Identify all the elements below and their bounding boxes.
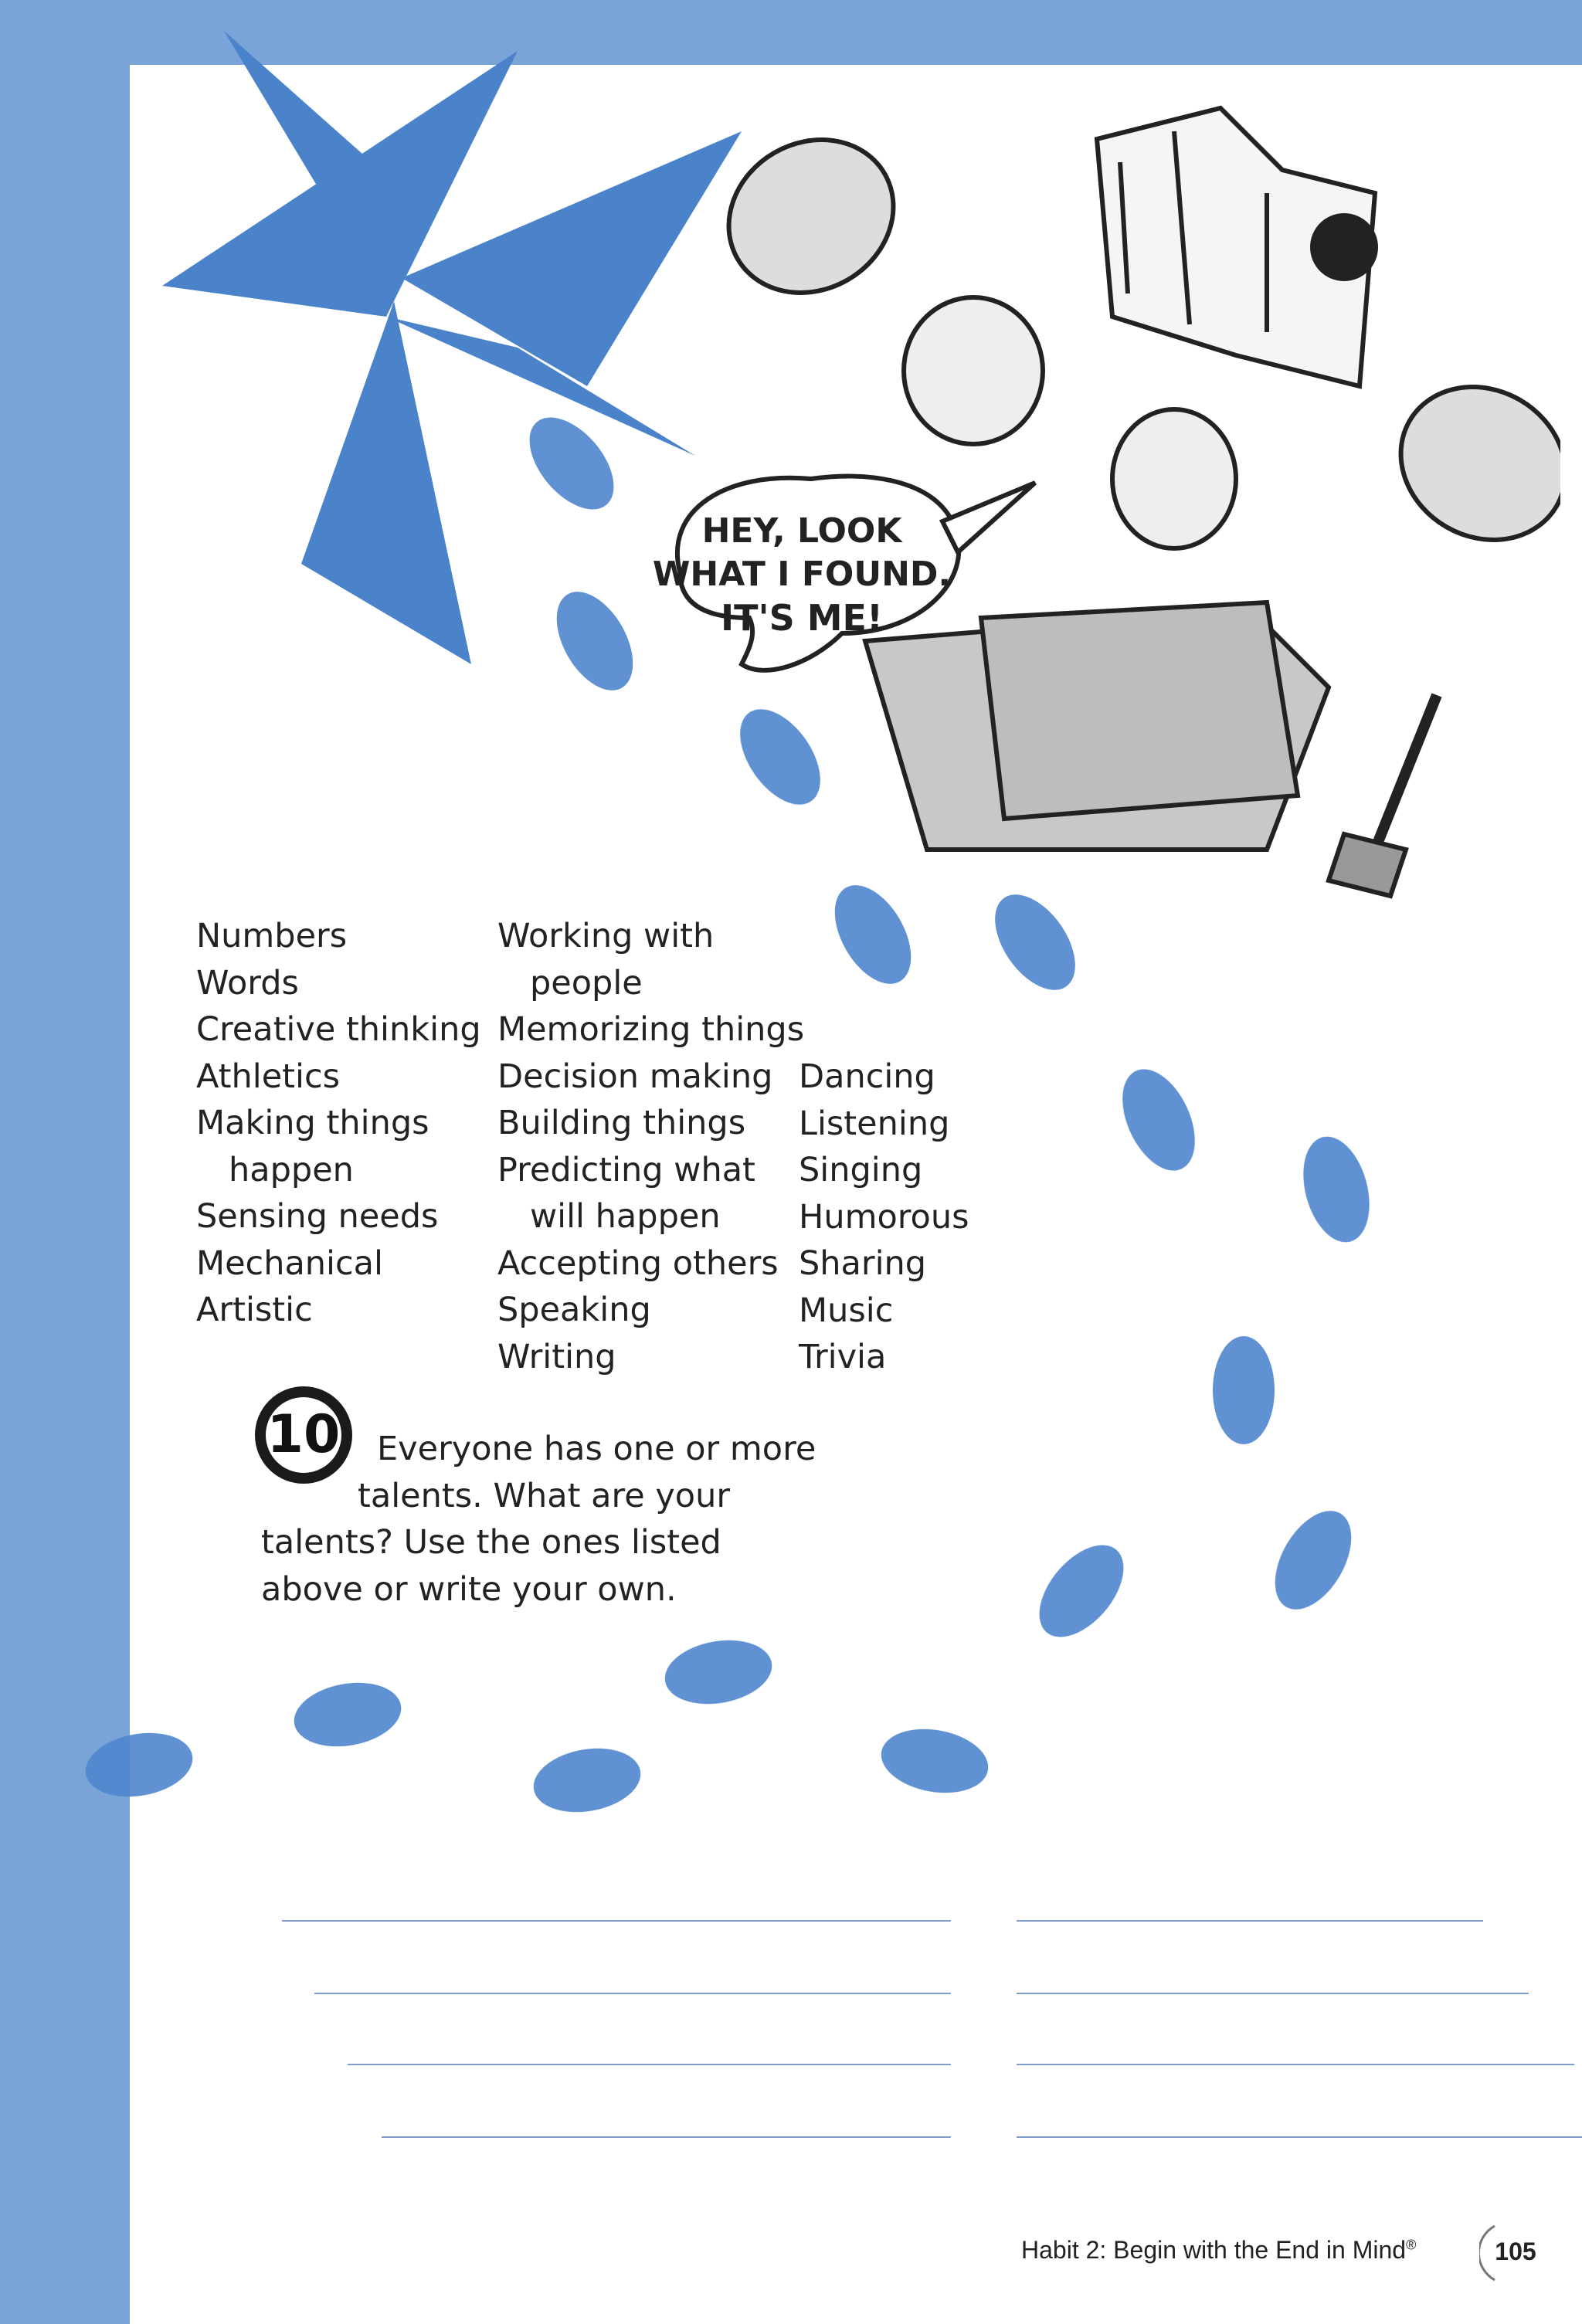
answer-line[interactable] [1017, 2064, 1574, 2065]
talent-item: Singing [799, 1151, 923, 1189]
footer-running-title [1021, 2236, 1416, 2265]
talent-item: Speaking [497, 1291, 651, 1329]
talent-item: Dancing [799, 1057, 935, 1096]
speech-bubble-text [647, 510, 956, 640]
answer-line[interactable] [348, 2064, 951, 2065]
registered-mark: ® [1406, 2237, 1417, 2253]
talent-item: Accepting others [497, 1243, 779, 1283]
talent-item: Decision making [497, 1057, 773, 1096]
talent-item: Making things [196, 1104, 429, 1142]
prompt-line-4: above or write your own. [261, 1569, 677, 1609]
answer-line[interactable] [1017, 1920, 1483, 1922]
talent-item: Creative thinking [196, 1010, 481, 1049]
answer-line[interactable] [1017, 1993, 1529, 1994]
talent-item: Listening [799, 1104, 950, 1143]
answer-line[interactable] [314, 1993, 951, 1994]
talent-item: Words [196, 963, 299, 1003]
activity-number: 10 [266, 1397, 341, 1473]
prompt-line-3: talents? Use the ones listed [261, 1523, 721, 1562]
talent-column-3 [799, 1053, 969, 1381]
activity-prompt [261, 1426, 817, 1613]
talent-item: Building things [497, 1104, 746, 1142]
talent-item: Predicting what [497, 1150, 755, 1189]
talent-item: Trivia [799, 1338, 887, 1376]
speech-line-1: HEY, LOOK [701, 511, 902, 551]
speech-line-3-emphasis: ME! [806, 597, 883, 639]
talent-item: Numbers [196, 917, 348, 955]
talent-item: Writing [497, 1337, 616, 1376]
talent-item: Memorizing things [497, 1010, 805, 1049]
talent-item: Music [799, 1291, 894, 1330]
speech-line-3-prefix: IT'S [721, 597, 807, 639]
page-number: 105 [1495, 2237, 1536, 2265]
talent-item: Sharing [799, 1244, 927, 1283]
talent-item-continued: people [530, 963, 643, 1003]
prompt-line-1: Everyone has one or more [377, 1430, 816, 1468]
talent-item: Sensing needs [196, 1197, 439, 1236]
talent-item: Athletics [196, 1057, 341, 1096]
talent-item: Working with [497, 917, 715, 955]
prompt-line-2: talents. What are your [358, 1476, 731, 1515]
speech-line-2: WHAT I FOUND. [652, 555, 952, 594]
talent-item-continued: will happen [530, 1197, 721, 1236]
footer-title-text: Habit 2: Begin with the End in Mind [1021, 2236, 1407, 2264]
talent-column-2 [497, 913, 804, 1380]
treasure-chest-illustration [633, 77, 1560, 911]
talent-item: Artistic [196, 1291, 313, 1329]
answer-line[interactable] [382, 2136, 951, 2138]
talent-item: Humorous [799, 1197, 969, 1237]
answer-line[interactable] [282, 1920, 951, 1922]
speech-line-3 [647, 596, 956, 640]
talent-item-continued: happen [229, 1150, 354, 1189]
talent-column-1 [196, 913, 481, 1334]
talent-item: Mechanical [196, 1243, 383, 1283]
answer-line[interactable] [1017, 2136, 1582, 2138]
